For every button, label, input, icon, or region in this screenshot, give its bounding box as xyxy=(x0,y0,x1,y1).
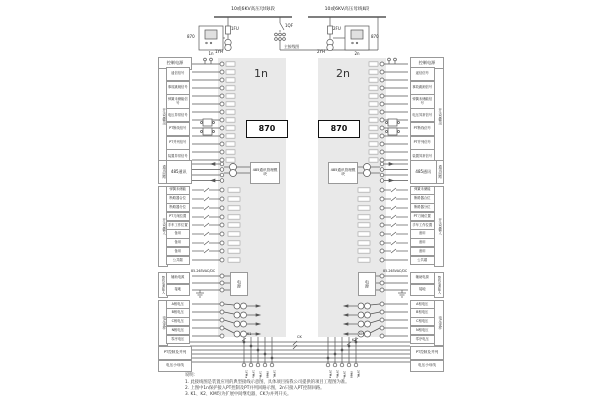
left-power-range: 85-265VAC/DC xyxy=(191,269,216,273)
block-2n-name: 2n xyxy=(336,67,350,80)
voltage-row: C相电压 xyxy=(410,317,435,326)
di-row: 备用 xyxy=(166,238,191,247)
terminal-label: 2YMc xyxy=(342,370,347,379)
signal-row: PT并列信号 xyxy=(410,136,435,150)
signal-row: 装置异常信号 xyxy=(410,149,435,163)
terminal-label: 1YMa xyxy=(244,370,249,379)
fu1-label: 1FU xyxy=(231,26,239,31)
terminal-label: YMN xyxy=(349,371,354,378)
right-psu-box: 电源 xyxy=(358,272,376,296)
module-870-left: 870 xyxy=(246,120,288,138)
signal-row: 装置异常信号 xyxy=(166,149,191,163)
left-comm-strip: 通讯回路 xyxy=(158,160,168,184)
di-row: 备用 xyxy=(410,238,435,247)
right-di-strip: 开关量输入 xyxy=(434,186,444,267)
device-870-right-label: 870 xyxy=(371,34,379,39)
note-line-3: 3. K1、K2、KM均为扩展中间继电器，CK为并列开关。 xyxy=(185,392,292,397)
left-di-rows xyxy=(166,186,191,265)
di-row: 备用 xyxy=(166,229,191,238)
left-signal-header: 控制电源 xyxy=(158,57,192,70)
terminal-label: YMN xyxy=(265,371,270,378)
terminal-label: 2YML xyxy=(356,370,361,379)
right-comm-wiring xyxy=(356,162,408,182)
left-power-strip: 整机电源输入 xyxy=(158,272,168,298)
switch-ck-label: CK xyxy=(297,335,302,339)
right-voltage-bus-box: 电压小母线 xyxy=(410,360,444,372)
relay-k1-label: K1 xyxy=(247,332,252,336)
terminal-label: 1YMb xyxy=(251,370,256,379)
block-1n-name: 1n xyxy=(254,67,268,80)
left-pt-control-box: PT控制及并列 xyxy=(158,346,192,360)
left-power-rows xyxy=(166,272,191,296)
signal-row: 事故跳闸信号 xyxy=(410,81,435,95)
left-signal-terminals xyxy=(192,58,235,162)
signal-row: 电压异常信号 xyxy=(410,108,435,122)
comm-module-left: 485通讯管理模块 xyxy=(250,162,280,184)
di-row: 备用 xyxy=(166,247,191,256)
signal-row: PT断线信号 xyxy=(410,122,435,136)
voltage-row: N相电压 xyxy=(166,326,191,335)
right-voltage-wiring xyxy=(344,302,408,338)
power-row: 辅助电源 xyxy=(410,272,435,285)
left-psu-box: 电源 xyxy=(230,272,248,296)
signal-row: 遥信信号 xyxy=(410,67,435,81)
left-signal-rows xyxy=(166,68,191,164)
right-pt-control-box: PT控制及并列 xyxy=(410,346,444,360)
tie-line-label: 主接线图 xyxy=(284,43,300,49)
right-comm-label: 485通讯 xyxy=(410,160,437,184)
di-row: 手车工作位置 xyxy=(166,221,191,230)
right-signal-strip: 开关量输出 xyxy=(434,68,444,166)
voltage-row: N相电压 xyxy=(410,326,435,335)
right-comm-strip: 通讯回路 xyxy=(434,160,444,184)
device-2n-label: 2n xyxy=(354,50,360,56)
di-row: 断路器分位 xyxy=(166,203,191,212)
voltage-row: A相电压 xyxy=(410,300,435,309)
left-voltage-strip: 电压采样 xyxy=(158,300,168,346)
right-power-strip: 整机电源输入 xyxy=(434,272,444,298)
di-row: 备用 xyxy=(410,229,435,238)
right-voltage-rows xyxy=(410,300,435,344)
right-di-rows xyxy=(410,186,435,265)
terminal-label: 1YML xyxy=(272,370,277,379)
di-row: 断路器合位 xyxy=(166,194,191,203)
power-row: 接地 xyxy=(410,284,435,297)
right-voltage-strip: 电压采样 xyxy=(434,300,444,346)
device-870-left-label: 870 xyxy=(187,34,195,39)
comm-module-right: 485通讯管理模块 xyxy=(328,162,358,184)
signal-row: 弹簧未储能信号 xyxy=(410,94,435,108)
di-row: 弹簧未储能 xyxy=(410,186,435,195)
module-870-right: 870 xyxy=(318,120,360,138)
left-di-wiring xyxy=(192,188,240,262)
di-row: 断路器合位 xyxy=(410,194,435,203)
right-power-rows xyxy=(410,272,435,296)
device-1n-label: 1n xyxy=(208,50,214,56)
left-di-strip: 开关量输入 xyxy=(158,186,168,267)
right-di-wiring xyxy=(358,188,408,262)
right-signal-rows xyxy=(410,68,435,164)
terminal-label: 2YMa xyxy=(328,370,333,379)
signal-row: PT断线信号 xyxy=(166,122,191,136)
bus2-label: 10或6KV高压母线Ⅱ段 xyxy=(324,7,370,12)
voltage-row: C相电压 xyxy=(166,317,191,326)
di-row: 断路器分位 xyxy=(410,203,435,212)
signal-row: 遥信信号 xyxy=(166,67,191,81)
relay-k2-label: K2 xyxy=(352,338,357,342)
bottom-bus-wiring xyxy=(190,337,410,367)
right-power-wiring xyxy=(376,274,408,297)
left-signal-strip: 开关量输出 xyxy=(158,68,168,166)
voltage-row: B相电压 xyxy=(166,308,191,317)
signal-row: 事故跳闸信号 xyxy=(166,81,191,95)
left-voltage-bus-box: 电压小母线 xyxy=(158,360,192,372)
fu2-label: 2FU xyxy=(333,26,341,31)
signal-row: 电压异常信号 xyxy=(166,108,191,122)
left-voltage-rows xyxy=(166,300,191,344)
left-comm-wiring xyxy=(192,162,250,182)
voltage-row: B相电压 xyxy=(410,308,435,317)
left-power-wiring xyxy=(192,274,230,297)
di-row: 备用 xyxy=(410,247,435,256)
right-signal-header: 控制电源 xyxy=(410,57,444,70)
signal-row: PT并列信号 xyxy=(166,136,191,150)
note-line-1: 1. 此接线图是装置应用的典型接线示意图，具体项目按我公司提供的项目工程图为准。 xyxy=(185,380,350,385)
left-comm-label: 485通讯 xyxy=(166,160,193,184)
yh1-label: 1YH xyxy=(215,49,223,54)
bus1-label: 10或6KV高压母线Ⅰ段 xyxy=(231,7,275,12)
voltage-row: 零序电压 xyxy=(410,335,435,344)
notes-title: 说明： xyxy=(185,373,198,378)
di-row: 弹簧未储能 xyxy=(166,186,191,195)
right-power-range: 85-265VAC/DC xyxy=(383,269,408,273)
di-row: 手车工作位置 xyxy=(410,221,435,230)
power-row: 辅助电源 xyxy=(166,272,191,285)
pt1-feeder xyxy=(199,17,231,51)
note-line-2: 2. 上图中1n保护接入PT控制及PT并列回路示图，2n只接入PT控制回路。 xyxy=(185,386,325,391)
di-row: PT刀闸位置 xyxy=(166,212,191,221)
qf1-label: 1QF xyxy=(285,23,293,28)
power-row: 接地 xyxy=(166,284,191,297)
yh2-label: 2YH xyxy=(317,49,325,54)
relay-km-label: KM xyxy=(359,332,365,336)
di-row: 公共端 xyxy=(166,256,191,265)
right-signal-terminals xyxy=(369,58,408,162)
pt2-feeder xyxy=(327,17,369,51)
terminal-label: 1YMc xyxy=(258,370,263,379)
signal-row: 弹簧未储能信号 xyxy=(166,94,191,108)
di-row: PT刀闸位置 xyxy=(410,212,435,221)
voltage-row: A相电压 xyxy=(166,300,191,309)
voltage-row: 零序电压 xyxy=(166,335,191,344)
di-row: 公共端 xyxy=(410,256,435,265)
terminal-label: 2YMb xyxy=(335,370,340,379)
